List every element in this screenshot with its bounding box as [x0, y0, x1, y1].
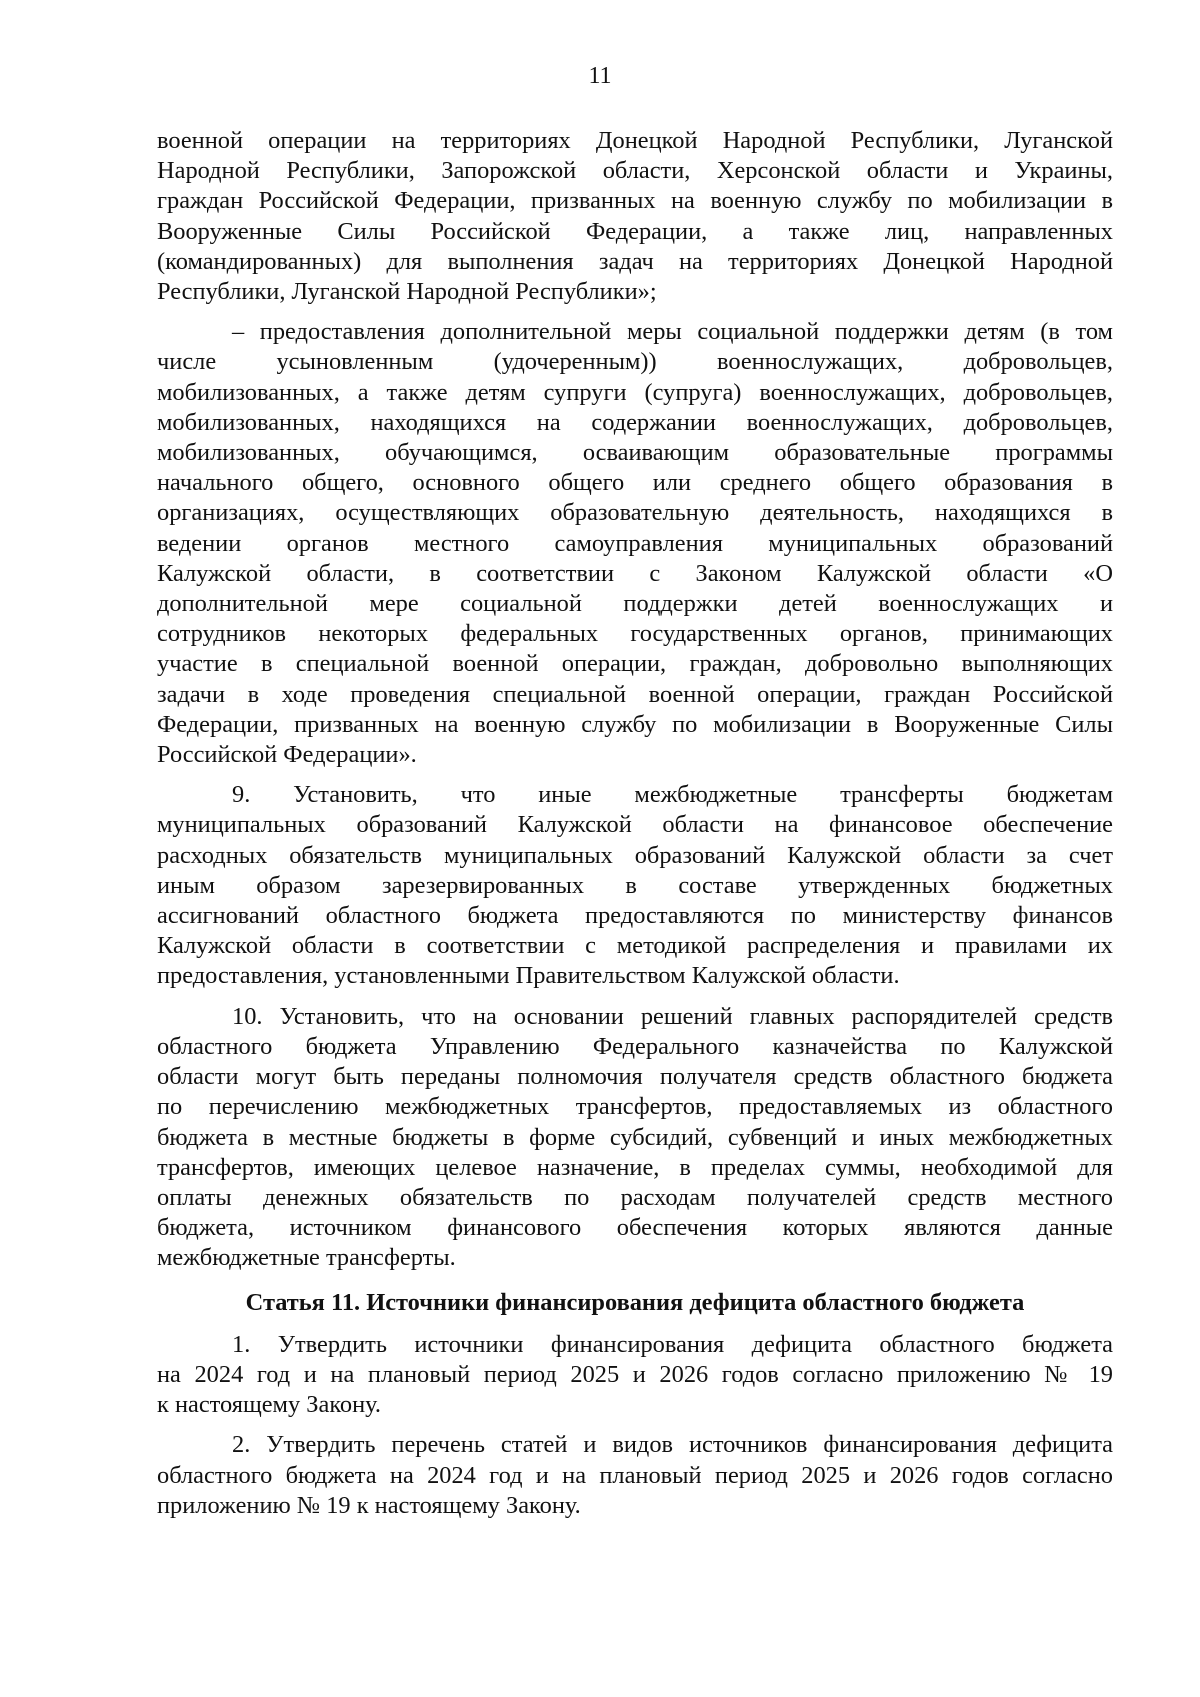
paragraph-item-10: [157, 1002, 1113, 1274]
text-line: Федерации, призванных на военную службу по мобилизации в Вооруженные Силы: [157, 710, 1113, 738]
text-line: граждан Российской Федерации, призванных на военную службу по мобилизации в: [157, 187, 1113, 215]
text-line: (командированных) для выполнения задач на территориях Донецкой Народной: [157, 247, 1113, 275]
text-line: сотрудников некоторых федеральных государственных органов, принимающих: [157, 620, 1113, 648]
text-line: военной операции на территориях Донецкой Народной Республики, Луганской: [157, 127, 1113, 154]
paragraph-continuation: [157, 126, 1113, 307]
text-line: мобилизованных, а также детям супруги (супруга) военнослужащих, добровольцев,: [157, 378, 1113, 406]
text-line: приложению № 19 к настоящему Закону.: [157, 1491, 581, 1519]
text-line: Российской Федерации».: [157, 741, 417, 769]
text-line: задачи в ходе проведения специальной военной операции, граждан Российской: [157, 680, 1113, 708]
text-line: мобилизованных, находящихся на содержании военнослужащих, добровольцев,: [157, 408, 1113, 436]
text-line: по перечислению межбюджетных трансфертов, предоставляемых из областного: [157, 1093, 1113, 1121]
article-item-2: [157, 1430, 1113, 1521]
text-line: муниципальных образований Калужской области на финансовое обеспечение: [157, 811, 1113, 839]
text-line: иным образом зарезервированных в составе утвержденных бюджетных: [157, 871, 1113, 899]
text-line: Республики, Луганской Народной Республики»;: [157, 278, 657, 306]
text-line: предоставления, установленными Правительством Калужской области.: [157, 962, 900, 990]
text-line: Калужской области, в соответствии с Законом Калужской области «О: [157, 559, 1113, 587]
text-line: начального общего, основного общего или среднего общего образования в: [157, 469, 1113, 497]
text-line: 9. Установить, что иные межбюджетные трансферты бюджетам: [232, 781, 1113, 809]
page-number: 11: [588, 63, 612, 89]
text-line: – предоставления дополнительной меры социальной поддержки детям (в том: [232, 318, 1113, 346]
text-line: 10. Установить, что на основании решений главных распорядителей средств: [232, 1002, 1113, 1030]
text-line: дополнительной мере социальной поддержки детей военнослужащих и: [157, 590, 1113, 618]
text-line: 2. Утвердить перечень статей и видов источников финансирования дефицита: [232, 1431, 1113, 1459]
text-line: областного бюджета на 2024 год и на плановый период 2025 и 2026 годов согласно: [157, 1461, 1113, 1489]
text-line: межбюджетные трансферты.: [157, 1244, 456, 1272]
text-line: мобилизованных, обучающимся, осваивающим образовательные программы: [157, 439, 1113, 467]
text-line: Калужской области в соответствии с методикой распределения и правилами их: [157, 932, 1113, 960]
text-line: оплаты денежных обязательств по расходам получателей средств местного: [157, 1183, 1113, 1211]
text-line: участие в специальной военной операции, граждан, добровольно выполняющих: [157, 650, 1113, 678]
paragraph-item-9: [157, 780, 1113, 991]
text-line: ведении органов местного самоуправления муниципальных образований: [157, 529, 1113, 557]
text-line: трансфертов, имеющих целевое назначение, в пределах суммы, необходимой для: [157, 1153, 1113, 1181]
text-line: ассигнований областного бюджета предоставляются по министерству финансов: [157, 902, 1113, 930]
article-heading: Статья 11. Источники финансирования дефицита областного бюджета: [245, 1288, 1025, 1316]
text-line: области могут быть переданы полномочия получателя средств областного бюджета: [157, 1063, 1113, 1091]
text-line: 1. Утвердить источники финансирования дефицита областного бюджета: [232, 1330, 1113, 1358]
article-item-1: [157, 1330, 1113, 1421]
text-line: числе усыновленным (удочеренным)) военнослужащих, добровольцев,: [157, 348, 1113, 376]
text-line: бюджета в местные бюджеты в форме субсидий, субвенций и иных межбюджетных: [157, 1123, 1113, 1151]
text-line: на 2024 год и на плановый период 2025 и 2026 годов согласно приложению № 19: [157, 1360, 1113, 1388]
text-line: Вооруженные Силы Российской Федерации, а также лиц, направленных: [157, 217, 1113, 245]
text-line: организациях, осуществляющих образовательную деятельность, находящихся в: [157, 499, 1113, 527]
text-line: Народной Республики, Запорожской области, Херсонской области и Украины,: [157, 157, 1113, 185]
text-line: к настоящему Закону.: [157, 1391, 382, 1419]
text-line: областного бюджета Управлению Федерального казначейства по Калужской: [157, 1032, 1113, 1060]
document-body: [157, 126, 1113, 1531]
paragraph-support-children: [157, 317, 1113, 770]
text-line: бюджета, источником финансового обеспечения которых являются данные: [157, 1214, 1113, 1242]
text-line: расходных обязательств муниципальных образований Калужской области за счет: [157, 841, 1113, 869]
